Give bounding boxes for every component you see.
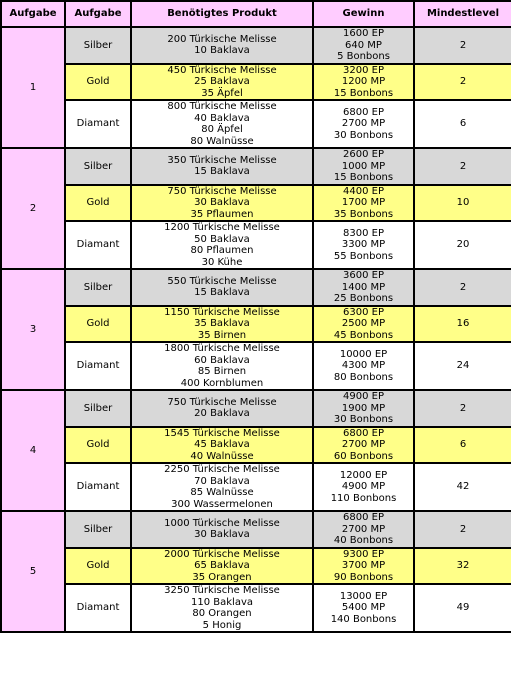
product-line: 1800 Türkische Melisse (164, 343, 280, 354)
quest-table-body (2, 28, 511, 631)
table-row (2, 343, 511, 389)
tier-name-cell: Silber (66, 270, 130, 305)
table-row (2, 149, 511, 184)
required-product-cell (132, 65, 312, 100)
product-line: 35 Äpfel (201, 87, 243, 99)
product-line: 750 Türkische Melisse (167, 185, 277, 197)
table-row (2, 307, 511, 342)
product-line: 300 Wassermelonen (171, 498, 273, 510)
table-row (2, 391, 511, 426)
reward-line: 2700 MP (341, 439, 386, 450)
reward-cell (314, 428, 413, 463)
reward-line: 2700 MP (341, 523, 386, 535)
reward-line: 3600 EP (343, 270, 384, 281)
product-line: 1200 Türkische Melisse (164, 222, 280, 233)
reward-line: 2700 MP (341, 118, 386, 130)
header-row (2, 2, 511, 26)
reward-line: 5400 MP (341, 602, 386, 614)
product-line: 350 Türkische Melisse (167, 154, 277, 166)
tier-name-cell: Silber (66, 512, 130, 547)
tier-name-cell: Diamant (66, 343, 130, 389)
min-level-cell: 49 (415, 585, 511, 631)
product-line: 40 Walnüsse (190, 450, 254, 462)
required-product-cell (132, 186, 312, 221)
table-row (2, 464, 511, 510)
task-number-cell: 1 (2, 28, 64, 147)
product-line: 200 Türkische Melisse (167, 33, 277, 45)
reward-line: 6800 EP (343, 427, 384, 439)
required-product-cell (132, 307, 312, 342)
tier-name-cell: Gold (66, 65, 130, 100)
tier-name-cell: Diamant (66, 585, 130, 631)
min-level-cell: 2 (415, 512, 511, 547)
reward-line: 3300 MP (341, 239, 386, 251)
reward-cell (314, 343, 413, 389)
reward-line: 13000 EP (339, 590, 388, 602)
reward-line: 5 Bonbons (337, 51, 390, 62)
reward-line: 1900 MP (341, 402, 386, 414)
task-number-cell: 5 (2, 512, 64, 631)
reward-line: 8300 EP (343, 227, 384, 239)
tier-name-cell: Silber (66, 391, 130, 426)
tier-name-cell: Gold (66, 549, 130, 584)
min-level-cell: 2 (415, 28, 511, 63)
tier-name-cell: Gold (66, 428, 130, 463)
product-line: 25 Baklava (194, 76, 250, 87)
table-row (2, 186, 511, 221)
product-line: 2250 Türkische Melisse (164, 464, 280, 475)
product-line: 15 Baklava (194, 287, 250, 299)
table-row (2, 28, 511, 63)
reward-line: 45 Bonbons (333, 329, 394, 341)
reward-line: 4300 MP (341, 360, 386, 372)
product-line: 40 Baklava (194, 112, 250, 124)
reward-line: 15 Bonbons (333, 172, 394, 183)
product-line: 85 Birnen (197, 366, 247, 377)
product-line: 1150 Türkische Melisse (164, 306, 280, 318)
tier-name-cell: Diamant (66, 464, 130, 510)
min-level-cell: 2 (415, 149, 511, 184)
reward-line: 3700 MP (341, 560, 386, 571)
reward-cell (314, 307, 413, 342)
header-required-product: Benötigtes Produkt (132, 2, 312, 26)
reward-line: 55 Bonbons (333, 250, 394, 262)
header-task-tier: Aufgabe (66, 2, 130, 26)
reward-line: 110 Bonbons (330, 492, 397, 504)
reward-line: 6800 EP (343, 106, 384, 118)
table-row (2, 101, 511, 147)
reward-line: 30 Bonbons (333, 414, 394, 425)
task-number-cell: 4 (2, 391, 64, 510)
min-level-cell: 2 (415, 391, 511, 426)
reward-cell (314, 512, 413, 547)
reward-line: 4400 EP (343, 185, 384, 197)
reward-line: 3200 EP (343, 64, 384, 76)
reward-line: 40 Bonbons (333, 535, 394, 546)
product-line: 80 Orangen (192, 608, 252, 619)
reward-cell (314, 222, 413, 268)
reward-line: 4900 EP (343, 391, 384, 402)
reward-line: 25 Bonbons (333, 293, 394, 304)
product-line: 3250 Türkische Melisse (164, 585, 280, 596)
required-product-cell (132, 428, 312, 463)
min-level-cell: 10 (415, 186, 511, 221)
product-line: 450 Türkische Melisse (167, 64, 277, 76)
product-line: 20 Baklava (194, 408, 250, 420)
reward-line: 15 Bonbons (333, 87, 394, 99)
product-line: 35 Pflaumen (190, 208, 254, 220)
product-line: 80 Pflaumen (190, 245, 254, 256)
min-level-cell: 42 (415, 464, 511, 510)
product-line: 50 Baklava (194, 233, 250, 245)
required-product-cell (132, 149, 312, 184)
min-level-cell: 2 (415, 270, 511, 305)
min-level-cell: 16 (415, 307, 511, 342)
reward-line: 80 Bonbons (333, 371, 394, 383)
reward-cell (314, 270, 413, 305)
product-line: 30 Baklava (194, 197, 250, 208)
header-task-number: Aufgabe (2, 2, 64, 26)
table-row (2, 549, 511, 584)
product-line: 550 Türkische Melisse (167, 275, 277, 287)
reward-cell (314, 464, 413, 510)
table-row (2, 65, 511, 100)
required-product-cell (132, 585, 312, 631)
table-row (2, 585, 511, 631)
reward-line: 90 Bonbons (333, 571, 394, 583)
reward-line: 1400 MP (341, 281, 386, 293)
min-level-cell: 2 (415, 65, 511, 100)
reward-line: 140 Bonbons (330, 613, 397, 625)
required-product-cell (132, 512, 312, 547)
tier-name-cell: Diamant (66, 222, 130, 268)
min-level-cell: 32 (415, 549, 511, 584)
reward-cell (314, 149, 413, 184)
required-product-cell (132, 464, 312, 510)
reward-line: 6300 EP (343, 306, 384, 318)
table-row (2, 512, 511, 547)
required-product-cell (132, 343, 312, 389)
reward-cell (314, 65, 413, 100)
product-line: 45 Baklava (194, 439, 250, 450)
product-line: 110 Baklava (191, 596, 253, 608)
product-line: 2000 Türkische Melisse (164, 548, 280, 560)
header-min-level: Mindestlevel (415, 2, 511, 26)
tier-name-cell: Diamant (66, 101, 130, 147)
reward-line: 12000 EP (339, 469, 388, 481)
table-row (2, 222, 511, 268)
reward-line: 35 Bonbons (333, 208, 394, 220)
tier-name-cell: Silber (66, 28, 130, 63)
task-number-cell: 2 (2, 149, 64, 268)
reward-cell (314, 549, 413, 584)
reward-line: 4900 MP (341, 481, 386, 493)
product-line: 15 Baklava (194, 166, 250, 178)
product-line: 1000 Türkische Melisse (164, 517, 280, 529)
product-line: 35 Orangen (192, 571, 252, 583)
required-product-cell (132, 549, 312, 584)
reward-cell (314, 28, 413, 63)
product-line: 800 Türkische Melisse (167, 101, 277, 112)
reward-cell (314, 101, 413, 147)
product-line: 750 Türkische Melisse (167, 396, 277, 408)
reward-line: 1700 MP (341, 197, 386, 208)
product-line: 80 Äpfel (201, 124, 243, 135)
reward-cell (314, 391, 413, 426)
min-level-cell: 6 (415, 428, 511, 463)
product-line: 400 Kornblumen (180, 377, 264, 389)
required-product-cell (132, 391, 312, 426)
reward-cell (314, 186, 413, 221)
reward-line: 9300 EP (343, 548, 384, 560)
product-line: 85 Walnüsse (190, 487, 254, 498)
product-line: 60 Baklava (194, 354, 250, 366)
product-line: 1545 Türkische Melisse (164, 427, 280, 439)
required-product-cell (132, 222, 312, 268)
required-product-cell (132, 270, 312, 305)
reward-line: 1200 MP (341, 76, 386, 87)
reward-line: 2600 EP (343, 149, 384, 160)
required-product-cell (132, 28, 312, 63)
reward-line: 60 Bonbons (333, 450, 394, 462)
reward-line: 1600 EP (343, 28, 384, 39)
table-row (2, 428, 511, 463)
header-reward: Gewinn (314, 2, 413, 26)
tier-name-cell: Gold (66, 186, 130, 221)
min-level-cell: 24 (415, 343, 511, 389)
product-line: 65 Baklava (194, 560, 250, 571)
reward-cell (314, 585, 413, 631)
product-line: 70 Baklava (194, 475, 250, 487)
reward-line: 1000 MP (341, 160, 386, 172)
table-row (2, 270, 511, 305)
reward-line: 2500 MP (341, 318, 386, 329)
product-line: 5 Honig (202, 619, 242, 631)
required-product-cell (132, 101, 312, 147)
product-line: 35 Baklava (194, 318, 250, 329)
task-number-cell: 3 (2, 270, 64, 389)
min-level-cell: 6 (415, 101, 511, 147)
reward-line: 6800 EP (343, 512, 384, 523)
product-line: 10 Baklava (194, 45, 250, 57)
reward-line: 10000 EP (339, 348, 388, 360)
product-line: 35 Birnen (197, 329, 247, 341)
reward-line: 30 Bonbons (333, 129, 394, 141)
tier-name-cell: Silber (66, 149, 130, 184)
min-level-cell: 20 (415, 222, 511, 268)
product-line: 80 Walnüsse (190, 135, 254, 147)
product-line: 30 Baklava (194, 529, 250, 541)
reward-line: 640 MP (345, 39, 382, 51)
product-line: 30 Kühe (201, 256, 243, 268)
tier-name-cell: Gold (66, 307, 130, 342)
